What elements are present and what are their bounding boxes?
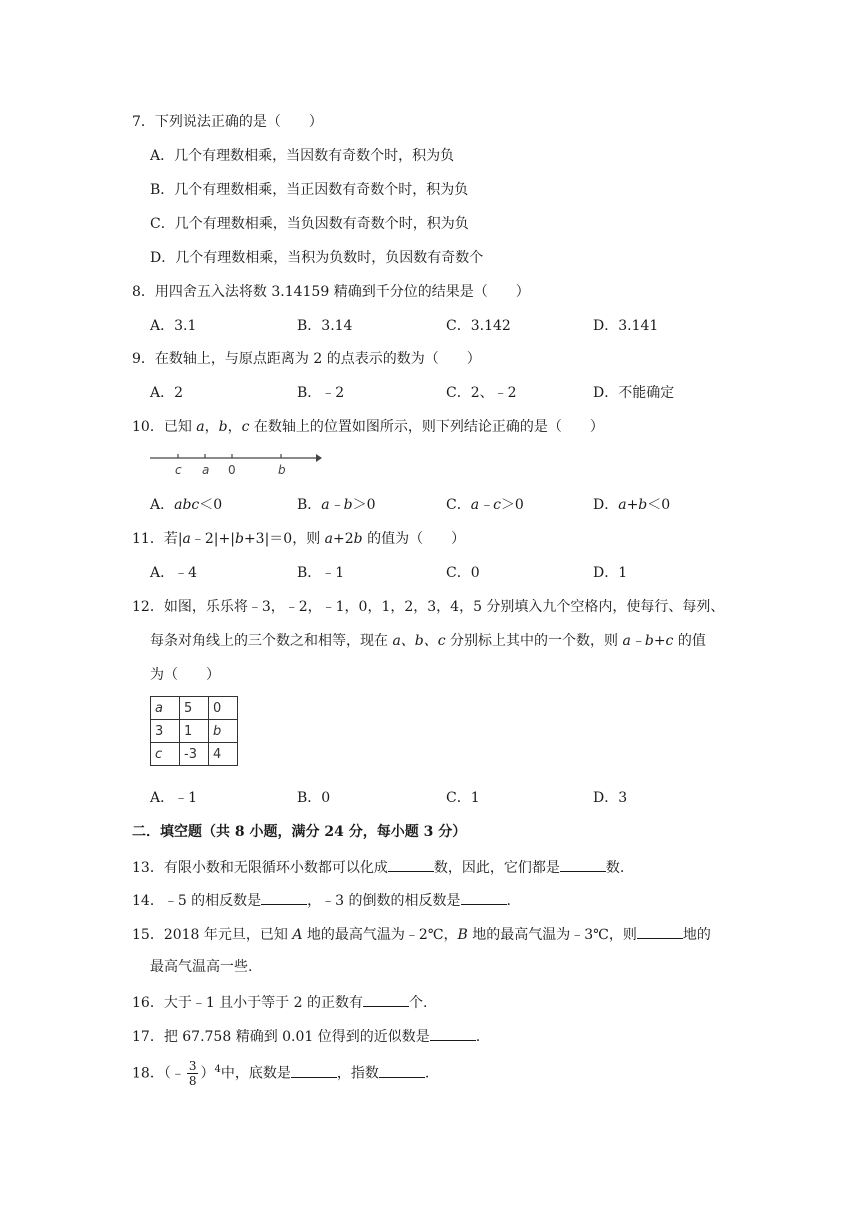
q10-option-c: C．a﹣c＞0 <box>446 497 524 513</box>
grid-cell: 5 <box>180 697 209 720</box>
q7-option-a: A．几个有理数相乘，当因数有奇数个时，积为负 <box>150 148 455 164</box>
answer-blank[interactable] <box>363 992 409 1007</box>
q11-option-d: D．1 <box>593 565 628 581</box>
q8-option-c: C．3.142 <box>446 318 511 334</box>
answer-blank[interactable] <box>560 857 606 872</box>
grid-cell: 1 <box>180 720 209 743</box>
q15-line1: 15．2018 年元旦，已知 A 地的最高气温为﹣2℃，B 地的最高气温为﹣3℃，则 地的 <box>132 924 711 944</box>
q8-option-b: B．3.14 <box>297 318 353 334</box>
label-b: b <box>278 463 286 477</box>
q7-option-d: D．几个有理数相乘，当积为负数时，负因数有奇数个 <box>150 250 484 266</box>
q8-option-d: D．3.141 <box>593 318 659 334</box>
q7-stem: 7．下列说法正确的是（ ） <box>132 114 323 130</box>
grid-cell: 3 <box>151 720 180 743</box>
number-line-figure <box>150 448 322 478</box>
q15-line2: 最高气温高一些. <box>150 959 253 975</box>
grid-cell: c <box>151 743 180 766</box>
label-a: a <box>202 463 210 477</box>
q11-option-b: B．﹣1 <box>297 565 345 581</box>
q11-option-a: A．﹣4 <box>150 565 198 581</box>
q14: 14．﹣5 的相反数是 ，﹣3 的倒数的相反数是 . <box>132 890 511 910</box>
q12-option-c: C．1 <box>446 790 480 806</box>
grid-row <box>151 697 238 720</box>
answer-blank[interactable] <box>388 857 434 872</box>
answer-blank[interactable] <box>637 924 683 939</box>
q9-option-b: B．﹣2 <box>297 385 345 401</box>
grid-cell: b <box>209 720 238 743</box>
magic-square-grid <box>150 696 238 766</box>
label-c: c <box>175 463 182 477</box>
q11-stem: 11．若|a﹣2|+|b+3|＝0，则 a+2b 的值为（ ） <box>132 531 466 547</box>
number-line-arrow <box>316 454 322 462</box>
q16: 16．大于﹣1 且小于等于 2 的正数有 个. <box>132 992 427 1012</box>
label-0: 0 <box>228 463 236 477</box>
grid-cell: 4 <box>209 743 238 766</box>
answer-blank[interactable] <box>291 1063 337 1078</box>
q12-line1: 12．如图，乐乐将﹣3，﹣2，﹣1，0，1，2，3，4，5 分别填入九个空格内，使每行、每列、 <box>132 599 725 615</box>
q9-stem: 9．在数轴上，与原点距离为 2 的点表示的数为（ ） <box>132 351 481 367</box>
answer-blank[interactable] <box>379 1063 425 1078</box>
grid-cell: a <box>151 697 180 720</box>
answer-blank[interactable] <box>430 1026 476 1041</box>
q18: 18．（﹣ $\frac{3}{8}$ ）$^4$中，底数是 ，指数 . <box>132 1059 430 1089</box>
q12-option-d: D．3 <box>593 790 628 806</box>
q12-option-a: A．﹣1 <box>150 790 198 806</box>
q7-option-c: C．几个有理数相乘，当负因数有奇数个时，积为负 <box>150 216 469 232</box>
q10-option-a: A．abc＜0 <box>150 497 223 513</box>
grid-cell: -3 <box>180 743 209 766</box>
q10-stem: 10．已知 a，b，c 在数轴上的位置如图所示，则下列结论正确的是（ ） <box>132 419 604 435</box>
section2-title: 二．填空题（共 8 小题，满分 24 分，每小题 3 分） <box>132 824 467 840</box>
q7-option-b: B．几个有理数相乘，当正因数有奇数个时，积为负 <box>150 182 469 198</box>
q12-option-b: B．0 <box>297 790 331 806</box>
q10-option-b: B．a﹣b＞0 <box>297 497 376 513</box>
grid-cell: 0 <box>209 697 238 720</box>
fraction: $\frac{3}{8}$ <box>188 1059 197 1089</box>
q17: 17．把 67.758 精确到 0.01 位得到的近似数是 . <box>132 1026 480 1046</box>
answer-blank[interactable] <box>461 890 507 905</box>
q10-option-d: D．a+b＜0 <box>593 497 671 513</box>
q12-line2: 每条对角线上的三个数之和相等，现在 a、b、c 分别标上其中的一个数，则 a﹣b+c 的值 <box>150 633 706 649</box>
q13: 13．有限小数和无限循环小数都可以化成 数，因此，它们都是 数. <box>132 857 624 877</box>
q11-option-c: C．0 <box>446 565 480 581</box>
q8-option-a: A．3.1 <box>150 318 197 334</box>
q9-option-c: C．2、﹣2 <box>446 385 517 401</box>
q9-option-a: A．2 <box>150 385 184 401</box>
q8-stem: 8．用四舍五入法将数 3.14159 精确到千分位的结果是（ ） <box>132 284 530 300</box>
q9-option-d: D．不能确定 <box>593 385 675 401</box>
q12-line3: 为（ ） <box>150 667 220 683</box>
grid-row <box>151 743 238 766</box>
answer-blank[interactable] <box>261 890 307 905</box>
grid-row <box>151 720 238 743</box>
